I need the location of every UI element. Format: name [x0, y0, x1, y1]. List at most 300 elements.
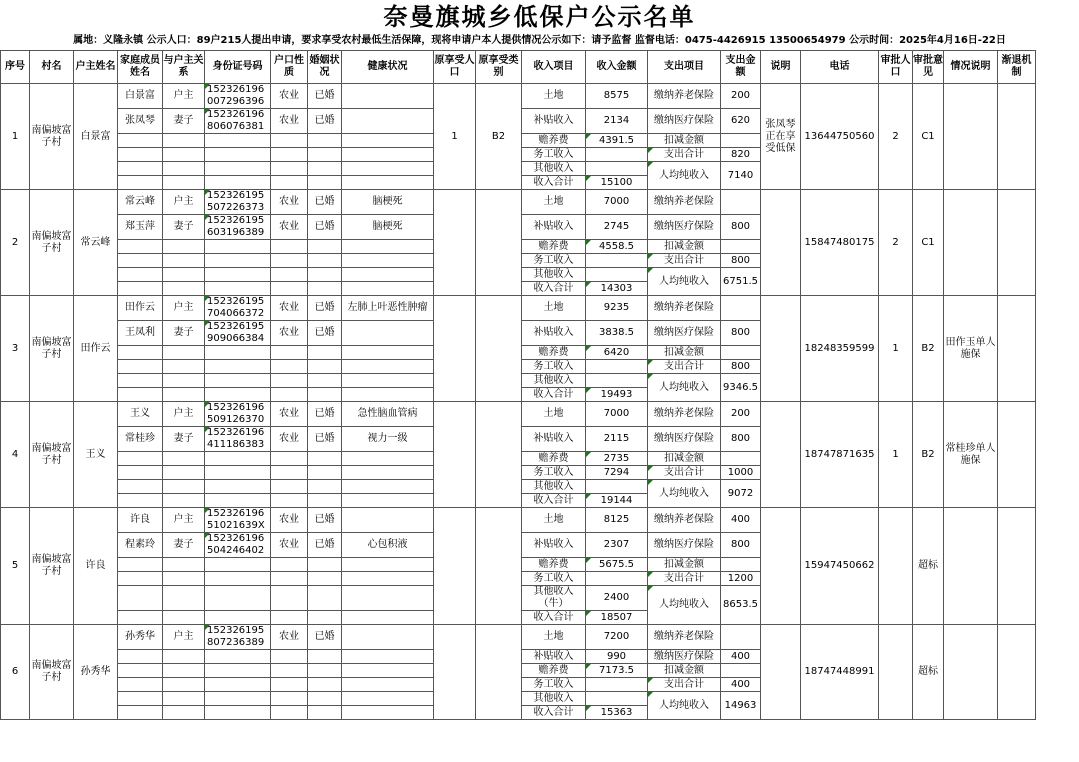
empty-cell [205, 678, 271, 692]
empty-cell [118, 494, 163, 508]
header-row [1, 51, 1036, 84]
empty-cell [308, 162, 342, 176]
original-category [476, 625, 522, 720]
household-head: 孙秀华 [74, 625, 118, 720]
empty-cell [118, 388, 163, 402]
id-number: 152326196806076381 [205, 109, 271, 134]
income-amount: 7294 [586, 466, 648, 480]
expense-amount: 800 [721, 427, 761, 452]
health-status [342, 508, 434, 533]
expense-item: 支出合计 [648, 572, 721, 586]
marital-status: 已婚 [308, 625, 342, 650]
expense-item: 缴纳养老保险 [648, 84, 721, 109]
empty-cell [163, 466, 205, 480]
income-amount [586, 678, 648, 692]
column-header: 收入项目 [522, 51, 586, 84]
member-name: 常桂珍 [118, 427, 163, 452]
empty-cell [342, 558, 434, 572]
empty-cell [308, 388, 342, 402]
empty-cell [308, 678, 342, 692]
empty-cell [163, 678, 205, 692]
expense-item: 缴纳医疗保险 [648, 215, 721, 240]
original-population [434, 625, 476, 720]
expense-amount: 620 [721, 109, 761, 134]
empty-cell [271, 678, 308, 692]
empty-cell [271, 664, 308, 678]
empty-cell [342, 480, 434, 494]
id-number: 152326195704066372 [205, 296, 271, 321]
income-amount: 19493 [586, 388, 648, 402]
expense-amount: 800 [721, 321, 761, 346]
column-header: 与户主关系 [163, 51, 205, 84]
expense-amount [721, 240, 761, 254]
village-name: 南偏坡富子村 [30, 190, 74, 296]
member-relation: 妻子 [163, 321, 205, 346]
member-relation: 妻子 [163, 215, 205, 240]
empty-cell [118, 240, 163, 254]
exit-mechanism [998, 402, 1036, 508]
empty-cell [118, 572, 163, 586]
member-name: 常云峰 [118, 190, 163, 215]
income-item: 土地 [522, 84, 586, 109]
member-relation: 户主 [163, 508, 205, 533]
village-name: 南偏坡富子村 [30, 625, 74, 720]
original-population: 1 [434, 84, 476, 190]
id-number: 152326196007296396 [205, 84, 271, 109]
member-name: 王义 [118, 402, 163, 427]
empty-cell [205, 586, 271, 611]
income-item: 补贴收入 [522, 109, 586, 134]
income-item: 补贴收入 [522, 321, 586, 346]
expense-amount: 8653.5 [721, 586, 761, 625]
household-head: 常云峰 [74, 190, 118, 296]
income-item: 土地 [522, 508, 586, 533]
empty-cell [308, 240, 342, 254]
empty-cell [118, 162, 163, 176]
empty-cell [342, 572, 434, 586]
empty-cell [118, 558, 163, 572]
income-item: 补贴收入 [522, 533, 586, 558]
empty-cell [271, 494, 308, 508]
member-name: 郑玉萍 [118, 215, 163, 240]
income-amount: 8125 [586, 508, 648, 533]
income-item: 务工收入 [522, 678, 586, 692]
empty-cell [163, 162, 205, 176]
income-item: 赡养费 [522, 134, 586, 148]
income-amount: 2115 [586, 427, 648, 452]
household-head: 王义 [74, 402, 118, 508]
empty-cell [342, 374, 434, 388]
phone-number: 18747448991 [801, 625, 879, 720]
income-amount: 15100 [586, 176, 648, 190]
table-area [0, 50, 1079, 750]
marital-status: 已婚 [308, 533, 342, 558]
empty-cell [308, 558, 342, 572]
empty-cell [163, 388, 205, 402]
expense-item: 缴纳医疗保险 [648, 533, 721, 558]
original-population [434, 190, 476, 296]
income-amount: 2735 [586, 452, 648, 466]
empty-cell [205, 374, 271, 388]
column-header: 渐退机制 [998, 51, 1036, 84]
marital-status: 已婚 [308, 321, 342, 346]
column-header: 原享受类别 [476, 51, 522, 84]
income-item: 收入合计 [522, 282, 586, 296]
situation-note [944, 508, 998, 625]
empty-cell [163, 586, 205, 611]
empty-cell [163, 346, 205, 360]
empty-cell [163, 650, 205, 664]
village-name: 南偏坡富子村 [30, 508, 74, 625]
income-item: 土地 [522, 190, 586, 215]
expense-amount: 800 [721, 533, 761, 558]
empty-cell [308, 134, 342, 148]
empty-cell [308, 176, 342, 190]
empty-cell [271, 360, 308, 374]
expense-item: 扣减金额 [648, 452, 721, 466]
approval-opinion: 超标 [913, 625, 944, 720]
empty-cell [342, 664, 434, 678]
empty-cell [342, 388, 434, 402]
member-relation: 户主 [163, 296, 205, 321]
column-header: 支出金额 [721, 51, 761, 84]
member-relation: 妻子 [163, 533, 205, 558]
income-amount: 14303 [586, 282, 648, 296]
income-item: 赡养费 [522, 452, 586, 466]
empty-cell [342, 162, 434, 176]
column-header: 收入金额 [586, 51, 648, 84]
empty-cell [205, 650, 271, 664]
marital-status: 已婚 [308, 190, 342, 215]
empty-cell [271, 480, 308, 494]
member-name: 许良 [118, 508, 163, 533]
income-item: 收入合计 [522, 706, 586, 720]
marital-status: 已婚 [308, 402, 342, 427]
empty-cell [205, 176, 271, 190]
empty-cell [205, 611, 271, 625]
empty-cell [118, 664, 163, 678]
income-amount: 3838.5 [586, 321, 648, 346]
expense-amount: 9072 [721, 480, 761, 508]
health-status: 脑梗死 [342, 215, 434, 240]
empty-cell [342, 176, 434, 190]
expense-item: 扣减金额 [648, 664, 721, 678]
hukou-type: 农业 [271, 190, 308, 215]
situation-note: 田作玉单人施保 [944, 296, 998, 402]
health-status [342, 625, 434, 650]
empty-cell [118, 254, 163, 268]
income-item: 其他收入 [522, 374, 586, 388]
empty-cell [205, 134, 271, 148]
expense-item: 缴纳养老保险 [648, 508, 721, 533]
hukou-type: 农业 [271, 508, 308, 533]
marital-status: 已婚 [308, 296, 342, 321]
empty-cell [342, 452, 434, 466]
empty-cell [308, 268, 342, 282]
empty-cell [308, 664, 342, 678]
empty-cell [308, 650, 342, 664]
income-item: 务工收入 [522, 466, 586, 480]
empty-cell [205, 706, 271, 720]
situation-note [944, 190, 998, 296]
income-amount: 7000 [586, 190, 648, 215]
id-number: 152326196509126370 [205, 402, 271, 427]
empty-cell [205, 452, 271, 466]
phone-number: 18747871635 [801, 402, 879, 508]
income-item: 其他收入 [522, 268, 586, 282]
exit-mechanism [998, 296, 1036, 402]
member-relation: 户主 [163, 84, 205, 109]
empty-cell [271, 240, 308, 254]
expense-amount: 200 [721, 84, 761, 109]
hukou-type: 农业 [271, 215, 308, 240]
empty-cell [205, 494, 271, 508]
village-name: 南偏坡富子村 [30, 402, 74, 508]
empty-cell [118, 346, 163, 360]
exit-mechanism [998, 84, 1036, 190]
column-header: 情况说明 [944, 51, 998, 84]
empty-cell [271, 268, 308, 282]
original-category: B2 [476, 84, 522, 190]
expense-amount: 800 [721, 254, 761, 268]
income-amount [586, 268, 648, 282]
income-amount: 2307 [586, 533, 648, 558]
column-header: 审批人口 [879, 51, 913, 84]
column-header: 电话 [801, 51, 879, 84]
expense-amount [721, 452, 761, 466]
empty-cell [163, 494, 205, 508]
empty-cell [163, 611, 205, 625]
empty-cell [163, 572, 205, 586]
note [761, 402, 801, 508]
empty-cell [205, 664, 271, 678]
expense-amount: 7140 [721, 162, 761, 190]
expense-amount [721, 664, 761, 678]
empty-cell [118, 176, 163, 190]
empty-cell [205, 572, 271, 586]
empty-cell [205, 148, 271, 162]
id-number: 152326195507226373 [205, 190, 271, 215]
empty-cell [163, 240, 205, 254]
income-amount [586, 480, 648, 494]
empty-cell [118, 268, 163, 282]
empty-cell [163, 692, 205, 706]
income-item: 土地 [522, 625, 586, 650]
member-relation: 户主 [163, 190, 205, 215]
note: 张凤琴正在享受低保 [761, 84, 801, 190]
income-item: 收入合计 [522, 176, 586, 190]
income-item: 补贴收入 [522, 427, 586, 452]
approved-population: 2 [879, 84, 913, 190]
expense-amount: 800 [721, 360, 761, 374]
approved-population: 1 [879, 296, 913, 402]
empty-cell [118, 134, 163, 148]
income-amount: 7200 [586, 625, 648, 650]
empty-cell [308, 611, 342, 625]
situation-note [944, 625, 998, 720]
column-header: 家庭成员姓名 [118, 51, 163, 84]
empty-cell [271, 706, 308, 720]
income-amount: 8575 [586, 84, 648, 109]
expense-amount: 400 [721, 650, 761, 664]
column-header: 序号 [1, 51, 30, 84]
expense-item: 缴纳医疗保险 [648, 427, 721, 452]
empty-cell [308, 360, 342, 374]
empty-cell [342, 611, 434, 625]
income-amount [586, 148, 648, 162]
empty-cell [163, 452, 205, 466]
empty-cell [205, 388, 271, 402]
empty-cell [205, 692, 271, 706]
id-number: 152326196504246402 [205, 533, 271, 558]
health-status: 脑梗死 [342, 190, 434, 215]
income-item: 补贴收入 [522, 650, 586, 664]
empty-cell [271, 466, 308, 480]
village-name: 南偏坡富子村 [30, 296, 74, 402]
empty-cell [342, 650, 434, 664]
empty-cell [271, 282, 308, 296]
hukou-type: 农业 [271, 533, 308, 558]
exit-mechanism [998, 625, 1036, 720]
expense-amount: 1200 [721, 572, 761, 586]
phone-number: 15847480175 [801, 190, 879, 296]
income-amount [586, 572, 648, 586]
income-amount [586, 254, 648, 268]
column-header: 婚姻状况 [308, 51, 342, 84]
empty-cell [205, 558, 271, 572]
member-name: 白景富 [118, 84, 163, 109]
health-status [342, 109, 434, 134]
column-header: 说明 [761, 51, 801, 84]
empty-cell [342, 494, 434, 508]
expense-amount: 14963 [721, 692, 761, 720]
original-category [476, 402, 522, 508]
expense-amount: 800 [721, 215, 761, 240]
empty-cell [308, 282, 342, 296]
empty-cell [308, 480, 342, 494]
empty-cell [308, 494, 342, 508]
income-amount: 2400 [586, 586, 648, 611]
village-name: 南偏坡富子村 [30, 84, 74, 190]
row-number: 3 [1, 296, 30, 402]
empty-cell [308, 706, 342, 720]
empty-cell [342, 346, 434, 360]
income-item: 收入合计 [522, 611, 586, 625]
hukou-type: 农业 [271, 321, 308, 346]
expense-amount: 400 [721, 678, 761, 692]
approval-opinion: C1 [913, 84, 944, 190]
income-amount [586, 360, 648, 374]
approval-opinion: B2 [913, 402, 944, 508]
empty-cell [205, 268, 271, 282]
empty-cell [342, 240, 434, 254]
marital-status: 已婚 [308, 508, 342, 533]
expense-amount [721, 134, 761, 148]
empty-cell [118, 611, 163, 625]
expense-amount: 400 [721, 508, 761, 533]
empty-cell [342, 706, 434, 720]
health-status: 心包积液 [342, 533, 434, 558]
phone-number: 15947450662 [801, 508, 879, 625]
marital-status: 已婚 [308, 215, 342, 240]
empty-cell [271, 572, 308, 586]
member-name: 张凤琴 [118, 109, 163, 134]
empty-cell [118, 148, 163, 162]
row-number: 2 [1, 190, 30, 296]
income-amount [586, 162, 648, 176]
original-population [434, 402, 476, 508]
empty-cell [308, 452, 342, 466]
column-header: 支出项目 [648, 51, 721, 84]
expense-item: 缴纳医疗保险 [648, 109, 721, 134]
empty-cell [163, 148, 205, 162]
situation-note [944, 84, 998, 190]
income-amount [586, 374, 648, 388]
health-status [342, 84, 434, 109]
income-item: 赡养费 [522, 346, 586, 360]
phone-number: 13644750560 [801, 84, 879, 190]
expense-amount [721, 625, 761, 650]
approved-population [879, 625, 913, 720]
approved-population: 1 [879, 402, 913, 508]
empty-cell [271, 558, 308, 572]
expense-item: 人均纯收入 [648, 586, 721, 625]
member-name: 孙秀华 [118, 625, 163, 650]
income-item: 土地 [522, 296, 586, 321]
income-amount: 19144 [586, 494, 648, 508]
empty-cell [271, 692, 308, 706]
empty-cell [342, 148, 434, 162]
income-amount [586, 692, 648, 706]
household-head: 白景富 [74, 84, 118, 190]
empty-cell [342, 134, 434, 148]
income-amount: 7000 [586, 402, 648, 427]
note [761, 508, 801, 625]
empty-cell [271, 134, 308, 148]
expense-item: 缴纳养老保险 [648, 190, 721, 215]
empty-cell [205, 360, 271, 374]
empty-cell [118, 452, 163, 466]
row-number: 4 [1, 402, 30, 508]
empty-cell [308, 254, 342, 268]
id-number: 152326196411186383 [205, 427, 271, 452]
empty-cell [271, 162, 308, 176]
income-item: 土地 [522, 402, 586, 427]
empty-cell [342, 282, 434, 296]
empty-cell [118, 586, 163, 611]
expense-item: 扣减金额 [648, 240, 721, 254]
empty-cell [308, 148, 342, 162]
empty-cell [163, 254, 205, 268]
empty-cell [308, 346, 342, 360]
health-status: 左肺上叶恶性肿瘤 [342, 296, 434, 321]
empty-cell [271, 611, 308, 625]
note [761, 296, 801, 402]
hukou-type: 农业 [271, 109, 308, 134]
empty-cell [342, 678, 434, 692]
income-item: 其他收入 [522, 480, 586, 494]
column-header: 村名 [30, 51, 74, 84]
expense-amount [721, 190, 761, 215]
situation-note: 常桂珍单人施保 [944, 402, 998, 508]
empty-cell [205, 480, 271, 494]
expense-item: 扣减金额 [648, 346, 721, 360]
empty-cell [163, 374, 205, 388]
member-name: 程素玲 [118, 533, 163, 558]
empty-cell [308, 374, 342, 388]
expense-item: 人均纯收入 [648, 268, 721, 296]
empty-cell [342, 268, 434, 282]
